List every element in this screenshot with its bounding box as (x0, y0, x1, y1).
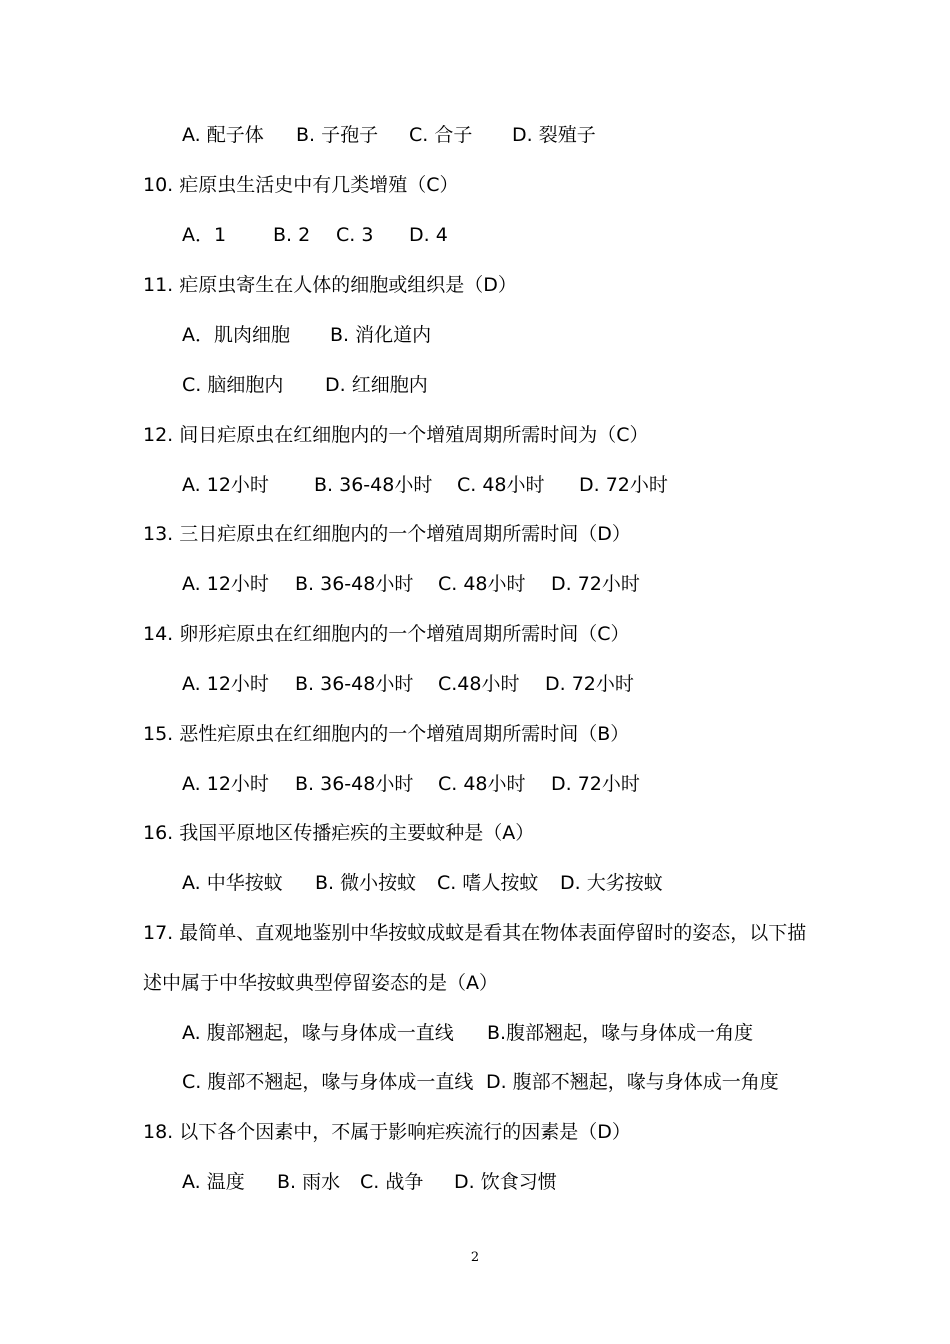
q16-option-a: A. 中华按蚊 (182, 872, 283, 894)
q17-option-b: B.腹部翘起，喙与身体成一角度 (487, 1022, 754, 1044)
q16-option-c: C. 嗜人按蚊 (437, 872, 539, 894)
q12-stem: 12. 间日疟原虫在红细胞内的一个增殖周期所需时间为（C） (143, 424, 649, 446)
q15-option-b: B. 36-48小时 (295, 773, 414, 795)
q11-option-d: D. 红细胞内 (325, 374, 428, 396)
q15-stem: 15. 恶性疟原虫在红细胞内的一个增殖周期所需时间（B） (143, 723, 630, 745)
q17-option-d: D. 腹部不翘起，喙与身体成一角度 (486, 1071, 779, 1093)
q13-option-d: D. 72小时 (551, 573, 640, 595)
q14-option-b: B. 36-48小时 (295, 673, 414, 695)
q10-option-b: B. 2 (273, 224, 311, 246)
q17-option-c: C. 腹部不翘起，喙与身体成一直线 (182, 1071, 474, 1093)
q13-option-b: B. 36-48小时 (295, 573, 414, 595)
q17-stem-line1: 17. 最简单、直观地鉴别中华按蚊成蚊是看其在物体表面停留时的姿态，以下描 (143, 922, 807, 944)
q14-stem: 14. 卵形疟原虫在红细胞内的一个增殖周期所需时间（C） (143, 623, 630, 645)
q12-option-c: C. 48小时 (457, 474, 545, 496)
q14-option-d: D. 72小时 (545, 673, 634, 695)
q14-option-c: C.48小时 (438, 673, 520, 695)
q9-option-a: A. 配子体 (182, 124, 264, 146)
q18-option-d: D. 饮食习惯 (454, 1171, 557, 1193)
q11-option-a: A．肌肉细胞 (182, 324, 290, 346)
q15-option-d: D. 72小时 (551, 773, 640, 795)
q13-option-a: A. 12小时 (182, 573, 269, 595)
q18-option-b: B. 雨水 (277, 1171, 341, 1193)
q11-stem: 11. 疟原虫寄生在人体的细胞或组织是（D） (143, 274, 517, 296)
q18-stem: 18. 以下各个因素中，不属于影响疟疾流行的因素是（D） (143, 1121, 631, 1143)
q15-option-c: C. 48小时 (438, 773, 526, 795)
q15-option-a: A. 12小时 (182, 773, 269, 795)
q13-option-c: C. 48小时 (438, 573, 526, 595)
q10-stem: 10. 疟原虫生活史中有几类增殖（C） (143, 174, 459, 196)
q16-option-b: B. 微小按蚊 (315, 872, 417, 894)
q11-option-c: C. 脑细胞内 (182, 374, 284, 396)
q12-option-d: D. 72小时 (579, 474, 668, 496)
q17-stem-line2: 述中属于中华按蚊典型停留姿态的是（A） (143, 972, 498, 994)
q13-stem: 13. 三日疟原虫在红细胞内的一个增殖周期所需时间（D） (143, 523, 631, 545)
q18-option-c: C. 战争 (360, 1171, 424, 1193)
q11-option-b: B. 消化道内 (330, 324, 432, 346)
q9-option-d: D. 裂殖子 (512, 124, 596, 146)
q9-option-c: C. 合子 (409, 124, 473, 146)
q12-option-a: A. 12小时 (182, 474, 269, 496)
q16-stem: 16. 我国平原地区传播疟疾的主要蚊种是（A） (143, 822, 535, 844)
q10-option-d: D. 4 (409, 224, 448, 246)
page-number: 2 (470, 1250, 480, 1265)
q10-option-a: A．1 (182, 224, 227, 246)
q14-option-a: A. 12小时 (182, 673, 269, 695)
q10-option-c: C. 3 (336, 224, 374, 246)
q17-option-a: A. 腹部翘起，喙与身体成一直线 (182, 1022, 454, 1044)
q16-option-d: D. 大劣按蚊 (560, 872, 663, 894)
q18-option-a: A. 温度 (182, 1171, 245, 1193)
q12-option-b: B. 36-48小时 (314, 474, 433, 496)
q9-option-b: B. 子孢子 (296, 124, 379, 146)
